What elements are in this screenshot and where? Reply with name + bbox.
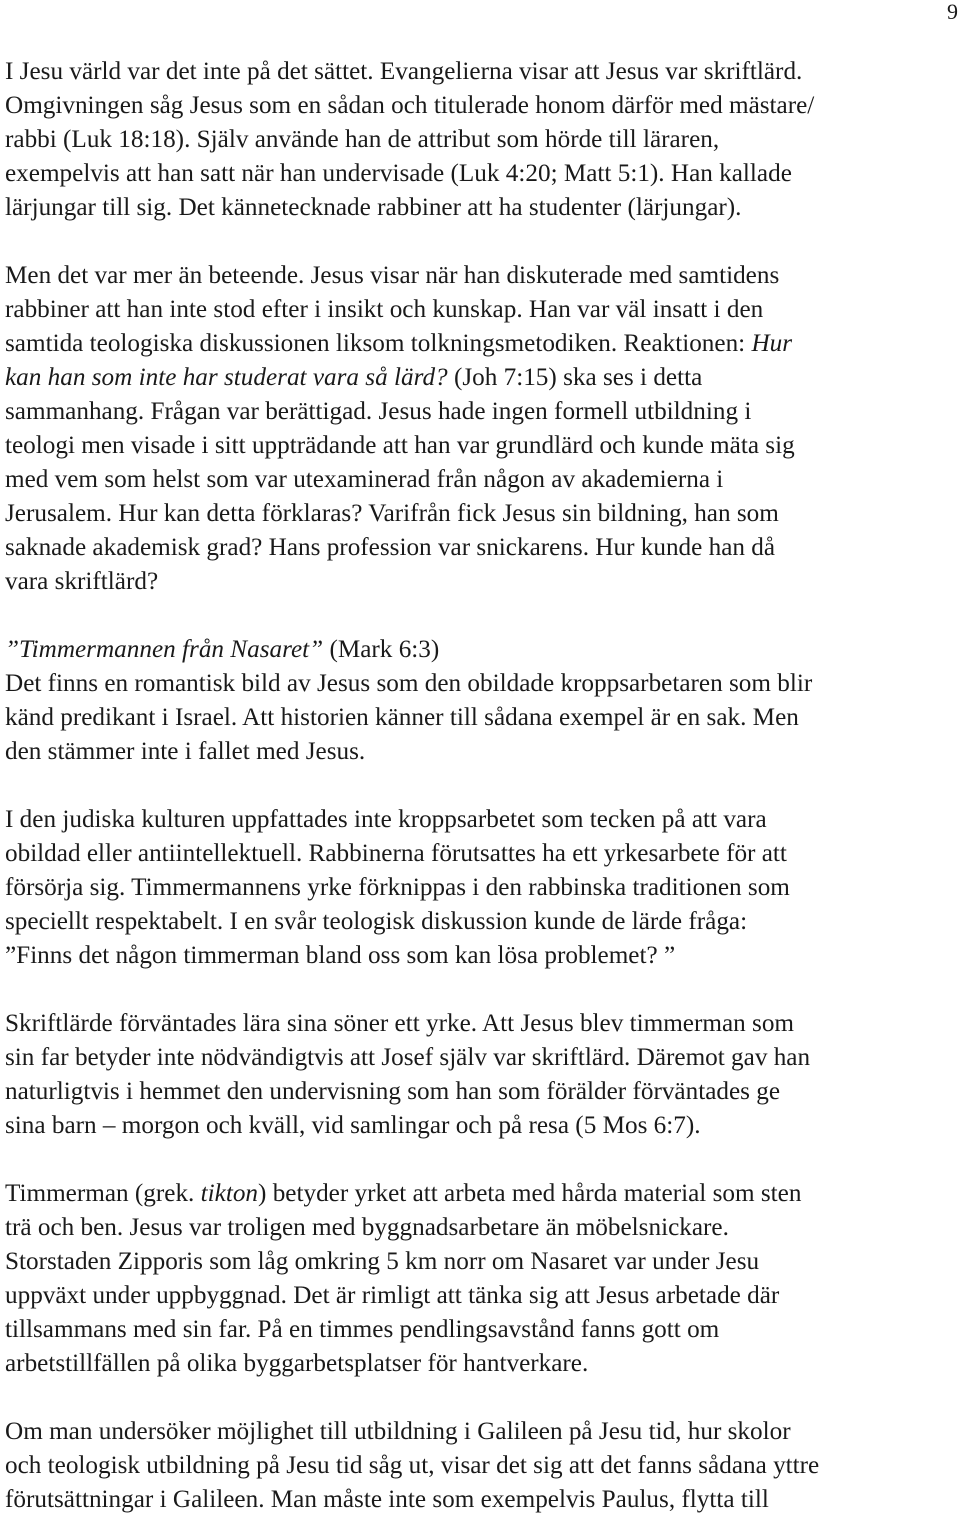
text-line [5,429,960,463]
text-line [5,667,960,701]
text-line [5,837,960,871]
text-run: speciellt respektabelt. I en svår teologisk diskussion kunde de lärde fråga: [5,908,748,935]
text-run: uppväxt under uppbyggnad. Det är rimligt att tänka sig att Jesus arbetade där [5,1282,780,1309]
text-line [5,361,960,395]
text-run: Men det var mer än beteende. Jesus visar när han diskuterade med samtidens [5,262,780,289]
paragraph-gap [5,599,960,633]
text-line [5,1313,960,1347]
text-run: arbetstillfällen på olika byggarbetsplatser för hantverkare. [5,1350,589,1377]
paragraph [5,55,960,225]
document-body [5,55,960,1517]
text-line [5,1007,960,1041]
text-run: känd predikant i Israel. Att historien känner till sådana exempel är en sak. Men [5,704,799,731]
italic-text: kan han som inte har studerat vara så lärd? [5,364,448,391]
text-run: rabbi (Luk 18:18). Själv använde han de attribut som hörde till läraren, [5,126,720,153]
text-run: samtida teologiska diskussionen liksom tolkningsmetodiken. Reaktionen: [5,330,752,357]
text-run: Det finns en romantisk bild av Jesus som den obildade kroppsarbetaren som blir [5,670,813,697]
paragraph [5,1007,960,1143]
text-run: sammanhang. Frågan var berättigad. Jesus hade ingen formell utbildning i [5,398,752,425]
text-line [5,803,960,837]
text-run: obildad eller antiintellektuell. Rabbinerna förutsattes ha ett yrkesarbete för att [5,840,787,867]
text-run: I Jesu värld var det inte på det sättet. Evangelierna visar att Jesus var skriftlärd. [5,58,803,85]
text-run: Jerusalem. Hur kan detta förklaras? Varifrån fick Jesus sin bildning, han som [5,500,779,527]
paragraph-gap [5,973,960,1007]
paragraph-gap [5,769,960,803]
text-run: med vem som helst som var utexaminerad från någon av akademierna i [5,466,724,493]
text-line [5,1279,960,1313]
text-run: Omgivningen såg Jesus som en sådan och titulerade honom därför med mästare/ [5,92,815,119]
text-line [5,463,960,497]
text-run: (Mark 6:3) [323,636,440,663]
text-line [5,735,960,769]
text-line [5,1245,960,1279]
text-line [5,157,960,191]
italic-text: tikton [200,1180,259,1207]
text-run: förutsättningar i Galileen. Man måste inte som exempelvis Paulus, flytta till [5,1486,769,1513]
text-line [5,633,960,667]
text-line [5,259,960,293]
text-run: försörja sig. Timmermannens yrke förknippas i den rabbinska traditionen som [5,874,790,901]
text-line [5,871,960,905]
text-run: Skriftlärde förväntades lära sina söner ett yrke. Att Jesus blev timmerman som [5,1010,795,1037]
italic-text: ”Timmermannen från Nasaret” [5,636,324,663]
text-run: (Joh 7:15) ska ses i detta [447,364,703,391]
italic-text: Hur [751,330,793,357]
text-run: rabbiner att han inte stod efter i insikt och kunskap. Han var väl insatt i den [5,296,764,323]
paragraph [5,803,960,973]
text-line [5,1177,960,1211]
paragraph-gap [5,1143,960,1177]
text-line [5,1075,960,1109]
text-run: sin far betyder inte nödvändigtvis att Josef själv var skriftlärd. Däremot gav han [5,1044,811,1071]
text-run: saknade akademisk grad? Hans profession var snickarens. Hur kunde han då [5,534,776,561]
text-line [5,1211,960,1245]
text-line [5,497,960,531]
text-line [5,293,960,327]
text-run: trä och ben. Jesus var troligen med byggnadsarbetare än möbelsnickare. [5,1214,729,1241]
text-line [5,123,960,157]
text-line [5,1415,960,1449]
text-line [5,1109,960,1143]
text-line [5,1347,960,1381]
text-line [5,939,960,973]
text-run: ) betyder yrket att arbeta med hårda material som sten [258,1180,802,1207]
text-run: Timmerman (grek. [5,1180,201,1207]
text-run: den stämmer inte i fallet med Jesus. [5,738,366,765]
text-run: lärjungar till sig. Det kännetecknade rabbiner att ha studenter (lärjungar). [5,194,742,221]
text-line [5,191,960,225]
text-line [5,1041,960,1075]
text-run: vara skriftlärd? [5,568,159,595]
paragraph [5,1177,960,1381]
text-run: I den judiska kulturen uppfattades inte kroppsarbetet som tecken på att vara [5,806,767,833]
text-line [5,701,960,735]
paragraph [5,1415,960,1517]
text-line [5,55,960,89]
text-run: exempelvis att han satt när han undervisade (Luk 4:20; Matt 5:1). Han kallade [5,160,792,187]
text-line [5,327,960,361]
text-run: ”Finns det någon timmerman bland oss som kan lösa problemet? ” [5,942,676,969]
paragraph [5,259,960,599]
text-run: naturligtvis i hemmet den undervisning som han som förälder förväntades ge [5,1078,781,1105]
text-line [5,1449,960,1483]
text-run: och teologisk utbildning på Jesu tid såg ut, visar det sig att det fanns sådana yttre [5,1452,820,1479]
text-run: Storstaden Zipporis som låg omkring 5 km norr om Nasaret var under Jesu [5,1248,760,1275]
page-number: 9 [947,0,958,24]
text-line [5,531,960,565]
text-run: teologi men visade i sitt uppträdande att han var grundlärd och kunde mäta sig [5,432,795,459]
paragraph-gap [5,1381,960,1415]
text-line [5,1483,960,1517]
paragraph-gap [5,225,960,259]
text-run: sina barn – morgon och kväll, vid samlingar och på resa (5 Mos 6:7). [5,1112,701,1139]
text-line [5,89,960,123]
text-line [5,905,960,939]
text-run: Om man undersöker möjlighet till utbildning i Galileen på Jesu tid, hur skolor [5,1418,791,1445]
paragraph [5,633,960,769]
text-run: tillsammans med sin far. På en timmes pendlingsavstånd fanns gott om [5,1316,720,1343]
text-line [5,565,960,599]
text-line [5,395,960,429]
